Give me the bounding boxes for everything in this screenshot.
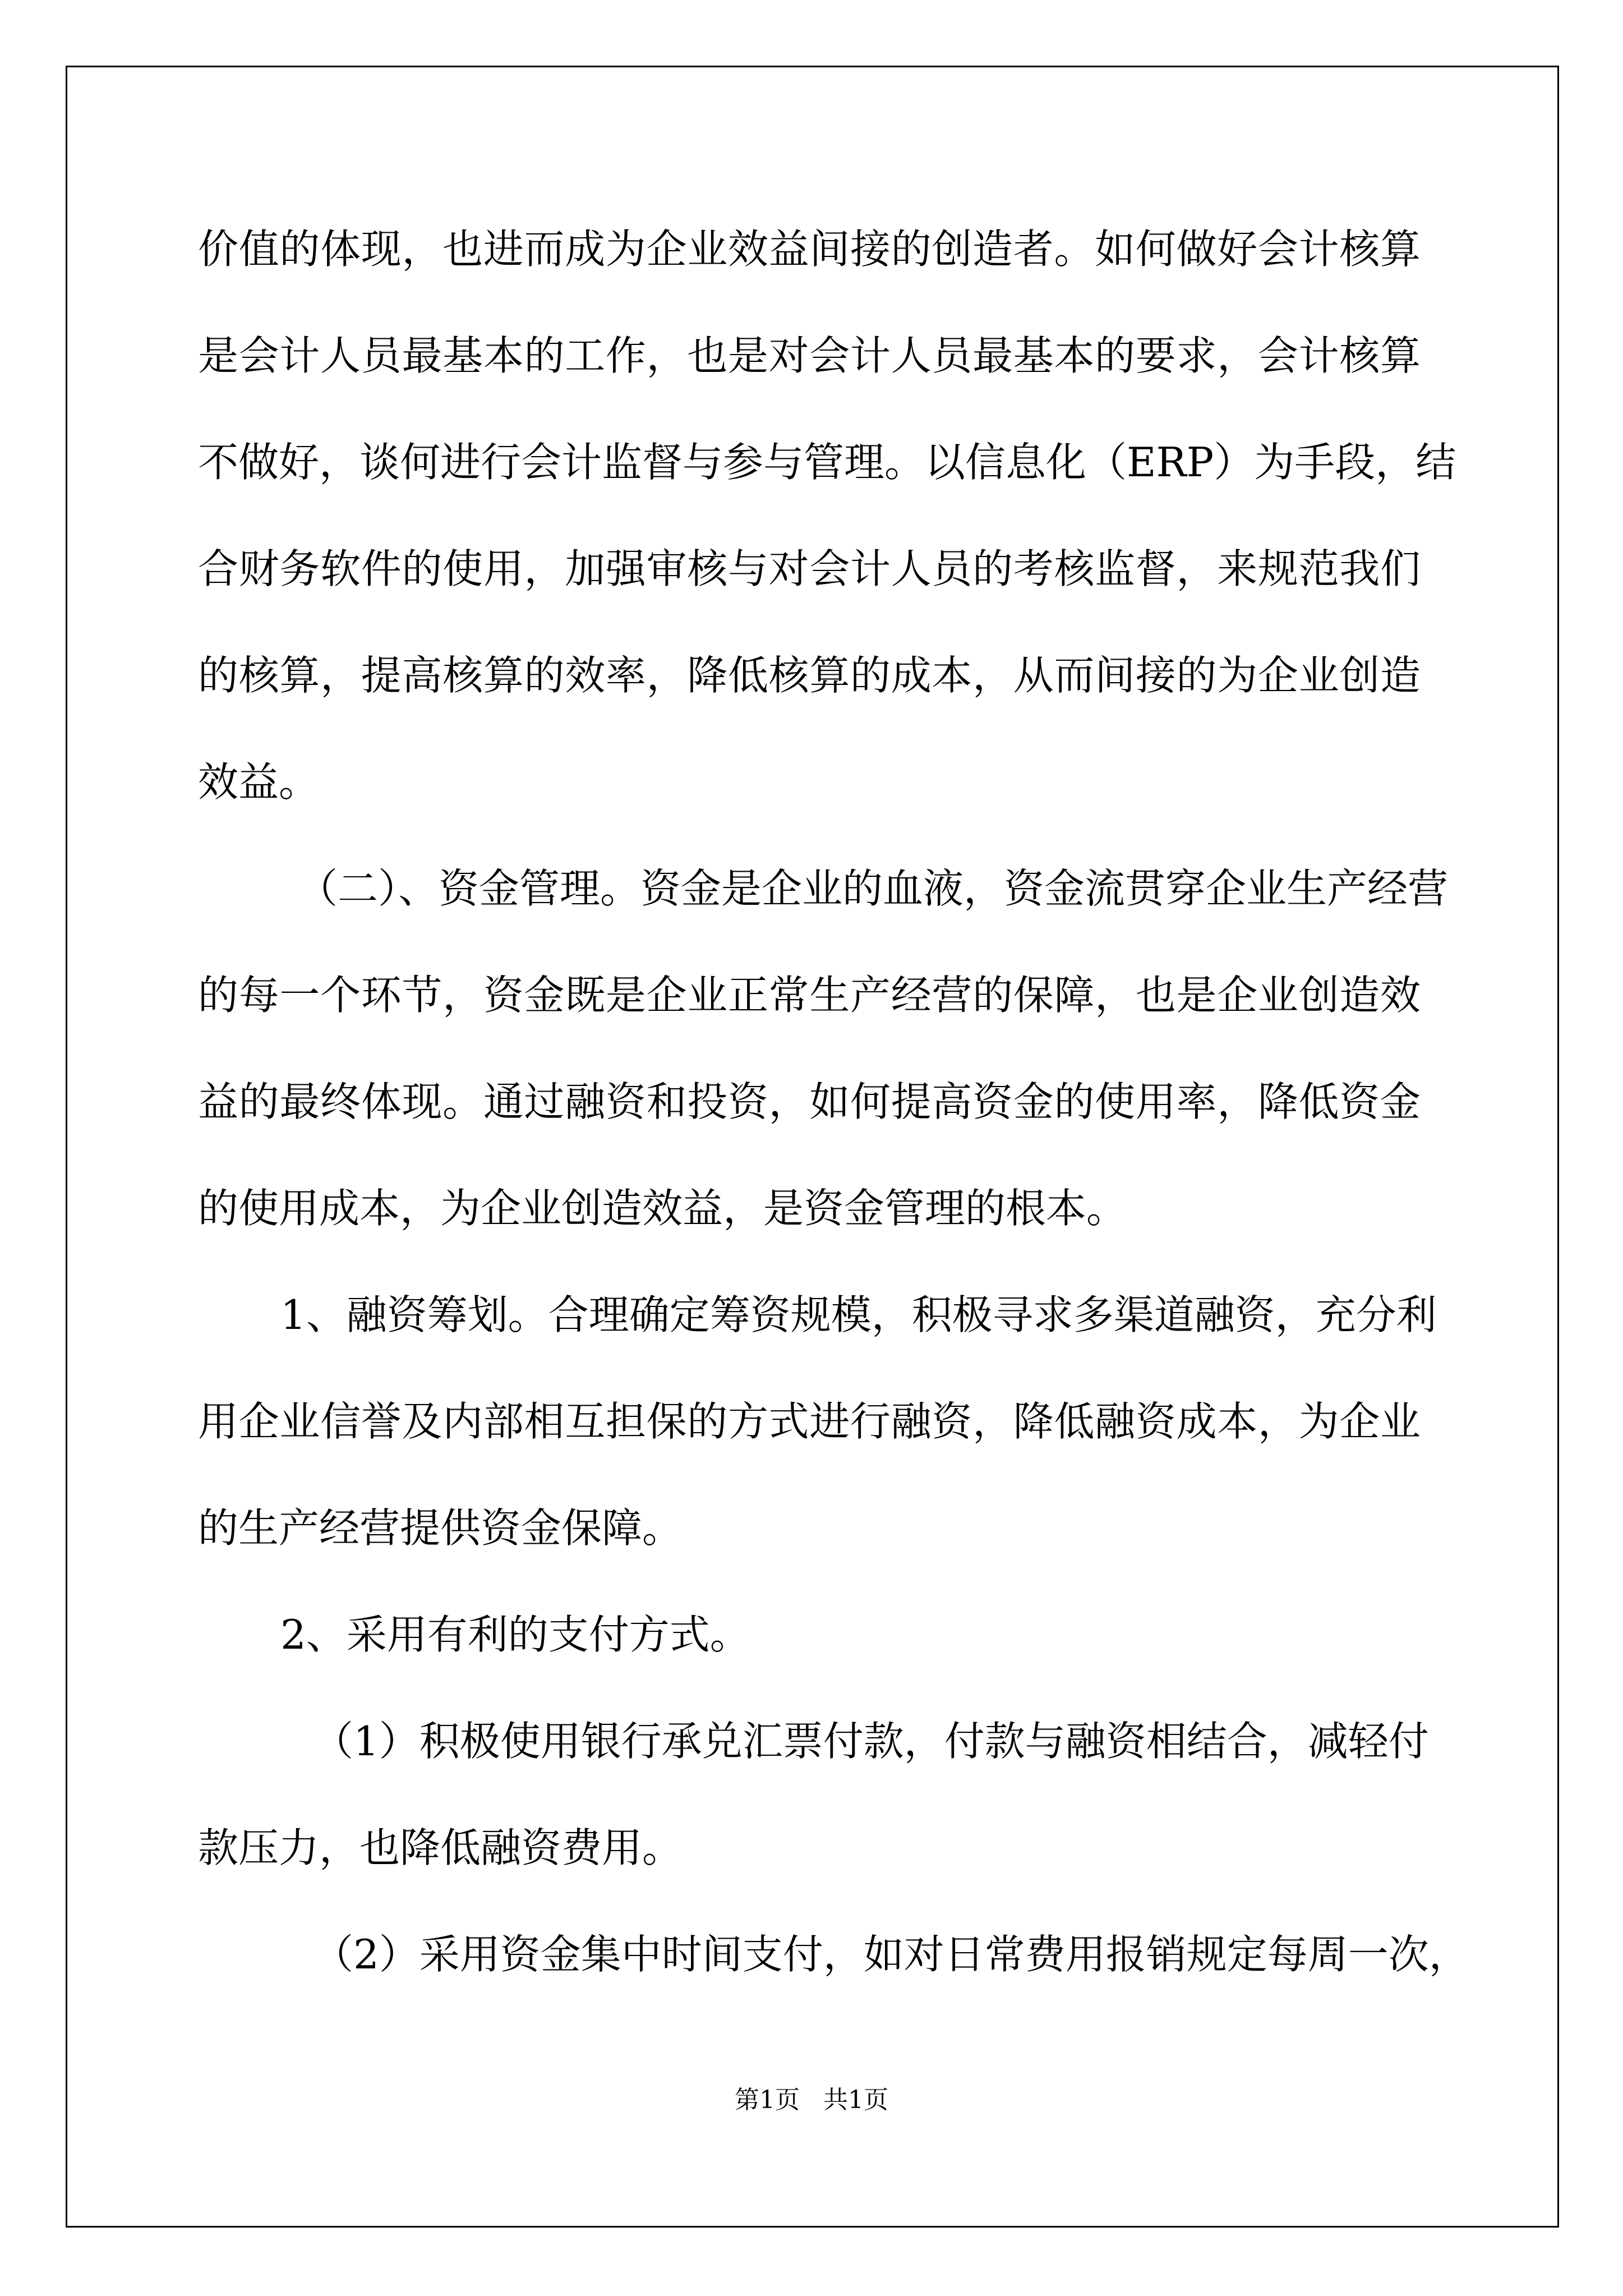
paragraph-line-3: 不做好，谈何进行会计监督与参与管理。以信息化（ERP）为手段，结 [198, 439, 1456, 486]
paragraph-line-4: 合财务软件的使用，加强审核与对会计人员的考核监督，来规范我们 [198, 545, 1421, 592]
paragraph-line-14: 2、采用有利的支付方式。 [280, 1611, 750, 1658]
paragraph-line-2: 是会计人员最基本的工作，也是对会计人员最基本的要求，会计核算 [198, 332, 1421, 379]
paragraph-line-12: 用企业信誉及内部相互担保的方式进行融资，降低融资成本，为企业 [198, 1398, 1421, 1445]
paragraph-line-5: 的核算，提高核算的效率，降低核算的成本，从而间接的为企业创造 [198, 652, 1421, 699]
paragraph-line-13: 的生产经营提供资金保障。 [198, 1504, 683, 1552]
page-number-footer: 第1页 共1页 [735, 2086, 888, 2114]
paragraph-line-15: （1）积极使用银行承兑汇票付款，付款与融资相结合，减轻付 [313, 1718, 1429, 1765]
paragraph-line-16: 款压力，也降低融资费用。 [198, 1824, 683, 1871]
paragraph-line-8: 的每一个环节，资金既是企业正常生产经营的保障，也是企业创造效 [198, 972, 1421, 1019]
paragraph-line-6: 效益。 [198, 758, 320, 806]
paragraph-line-11: 1、融资筹划。合理确定筹资规模，积极寻求多渠道融资，充分利 [280, 1291, 1437, 1338]
paragraph-line-7: （二）、资金管理。资金是企业的血液，资金流贯穿企业生产经营 [297, 865, 1449, 912]
paragraph-line-1: 价值的体现，也进而成为企业效益间接的创造者。如何做好会计核算 [198, 226, 1421, 273]
paragraph-line-17: （2）采用资金集中时间支付，如对日常费用报销规定每周一次， [313, 1931, 1469, 1978]
page-border [66, 66, 1559, 2228]
paragraph-line-9: 益的最终体现。通过融资和投资，如何提高资金的使用率，降低资金 [198, 1078, 1421, 1125]
paragraph-line-10: 的使用成本，为企业创造效益，是资金管理的根本。 [198, 1185, 1127, 1232]
